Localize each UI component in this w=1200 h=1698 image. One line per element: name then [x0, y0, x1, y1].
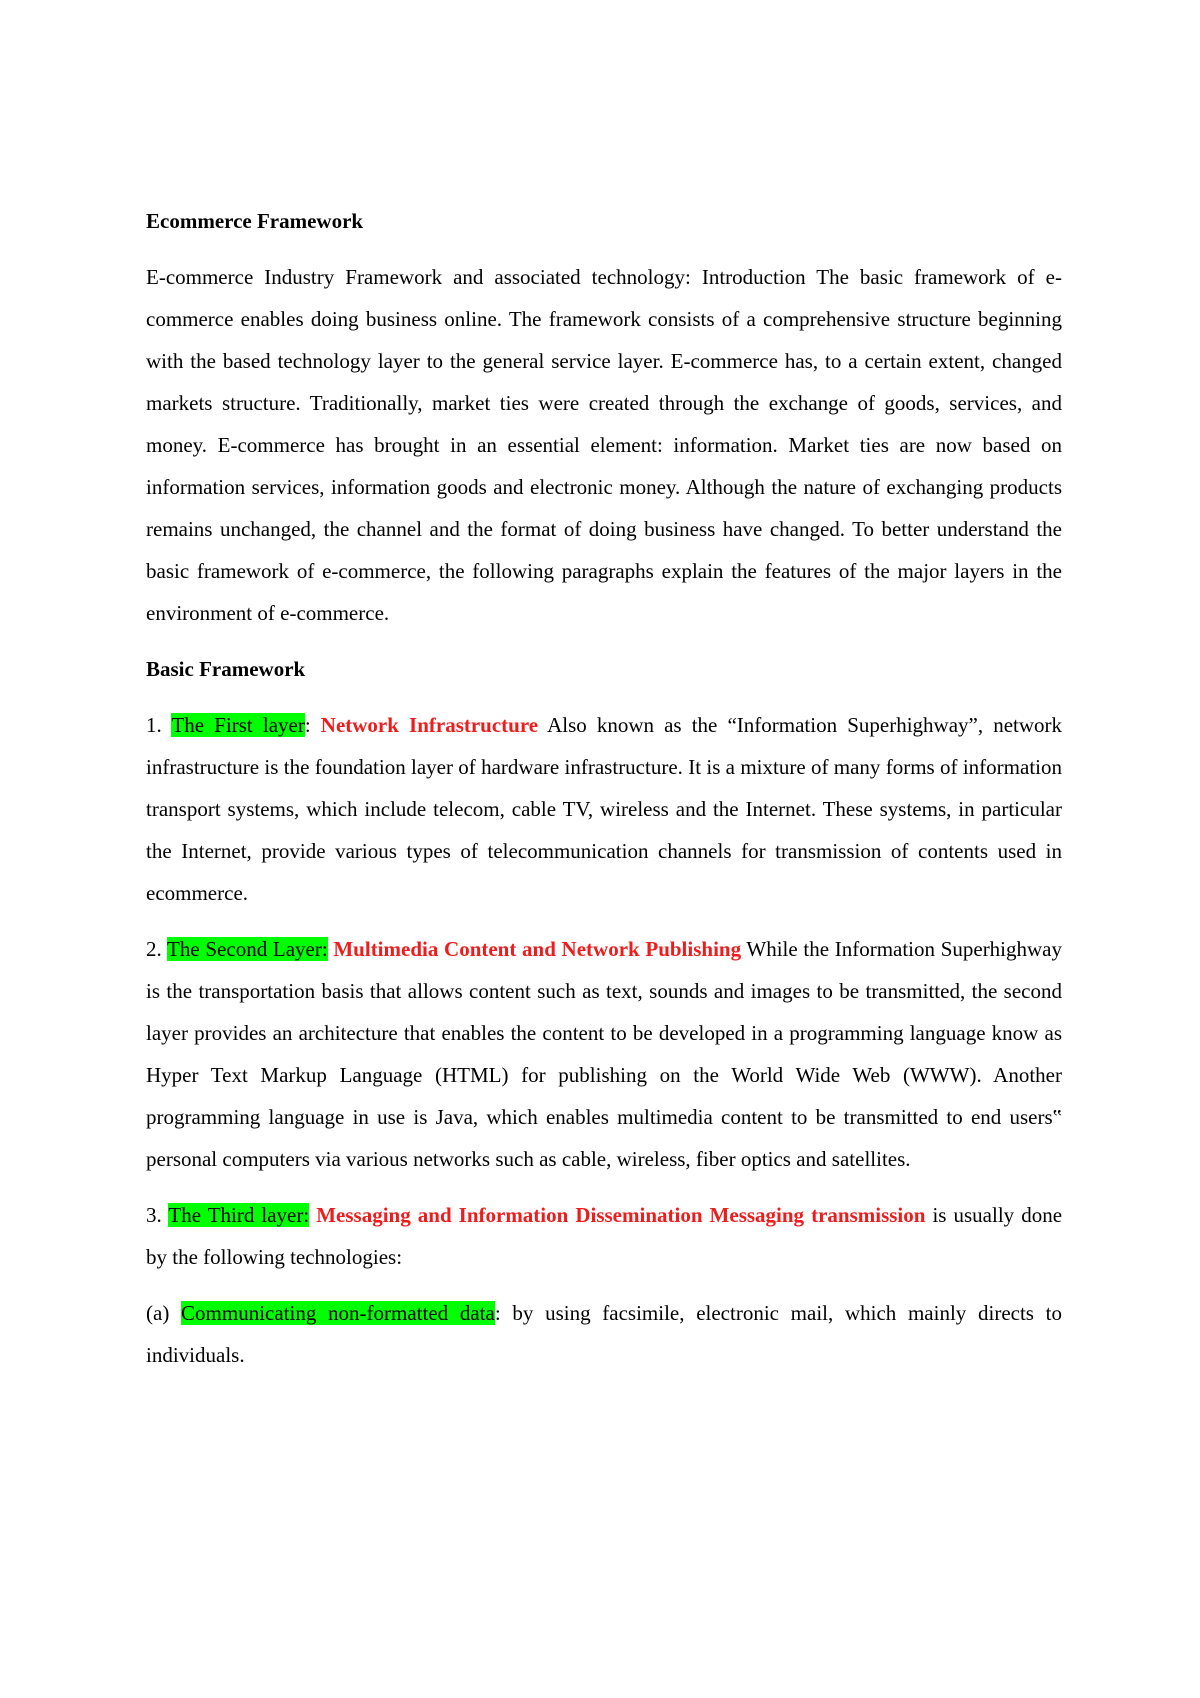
layer-2-body: While the Information Superhighway is the transportation basis that allows content such as text, sounds and images to be transmitted, the second layer provides an architecture that enables the content to be developed in a programming language know as Hyper Text Markup Language (HTML) for publishing on the World Wide Web (WWW). Another programming language in use is Java, which enables multimedia content to be transmitted to end users‟ personal computers via various networks such as cable, wireless, fiber optics and satellites. — [146, 937, 1063, 1171]
layer-2-label: The Second Layer: — [167, 937, 328, 961]
layer-3-number: 3. — [146, 1203, 169, 1227]
layer-1-body: Also known as the “Information Superhighway”, network infrastructure is the foundation layer of hardware infrastructure. It is a mixture of many forms of information transport systems, which include telecom, cable TV, wireless and the Internet. These systems, in particular the Internet, provide various types of telecommunication channels for transmission of contents used in ecommerce. — [146, 713, 1063, 905]
layer-2-paragraph — [146, 928, 1062, 1180]
layer-2-number: 2. — [146, 937, 168, 961]
subitem-a-label: Communicating non-formatted data — [181, 1301, 495, 1325]
subitem-a-paragraph — [146, 1292, 1062, 1376]
intro-paragraph: E-commerce Industry Framework and associated technology: Introduction The basic framework of e-commerce enables doing business online. The framework consists of a comprehensive structure beginning with the based technology layer to the general service layer. E-commerce has, to a certain extent, changed markets structure. Traditionally, market ties were created through the exchange of goods, services, and money. E-commerce has brought in an essential element: information. Market ties are now based on information services, information goods and electronic money. Although the nature of exchanging products remains unchanged, the channel and the format of doing business have changed. To better understand the basic framework of e-commerce, the following paragraphs explain the features of the major layers in the environment of e-commerce. — [146, 265, 1062, 625]
layer-3-body: is usually done by the following technologies: — [146, 1203, 1063, 1269]
layer-1-number: 1. — [146, 713, 172, 737]
layer-1-separator: : — [304, 713, 321, 737]
subitem-a-prefix: (a) — [146, 1301, 182, 1325]
document-title: Ecommerce Framework — [146, 209, 364, 233]
layer-2-heading: Multimedia Content and Network Publishing — [333, 937, 742, 961]
layer-3-heading: Messaging and Information Dissemination Messaging transmission — [316, 1203, 926, 1227]
layer-3-paragraph — [146, 1194, 1062, 1278]
layer-1-label: The First layer — [171, 713, 305, 737]
section-heading: Basic Framework — [146, 657, 306, 681]
layer-1-paragraph — [146, 704, 1062, 914]
subitem-a-body: : by using facsimile, electronic mail, which mainly directs to individuals. — [146, 1301, 1063, 1367]
layer-1-heading: Network Infrastructure — [320, 713, 539, 737]
layer-3-label: The Third layer: — [168, 1203, 310, 1227]
